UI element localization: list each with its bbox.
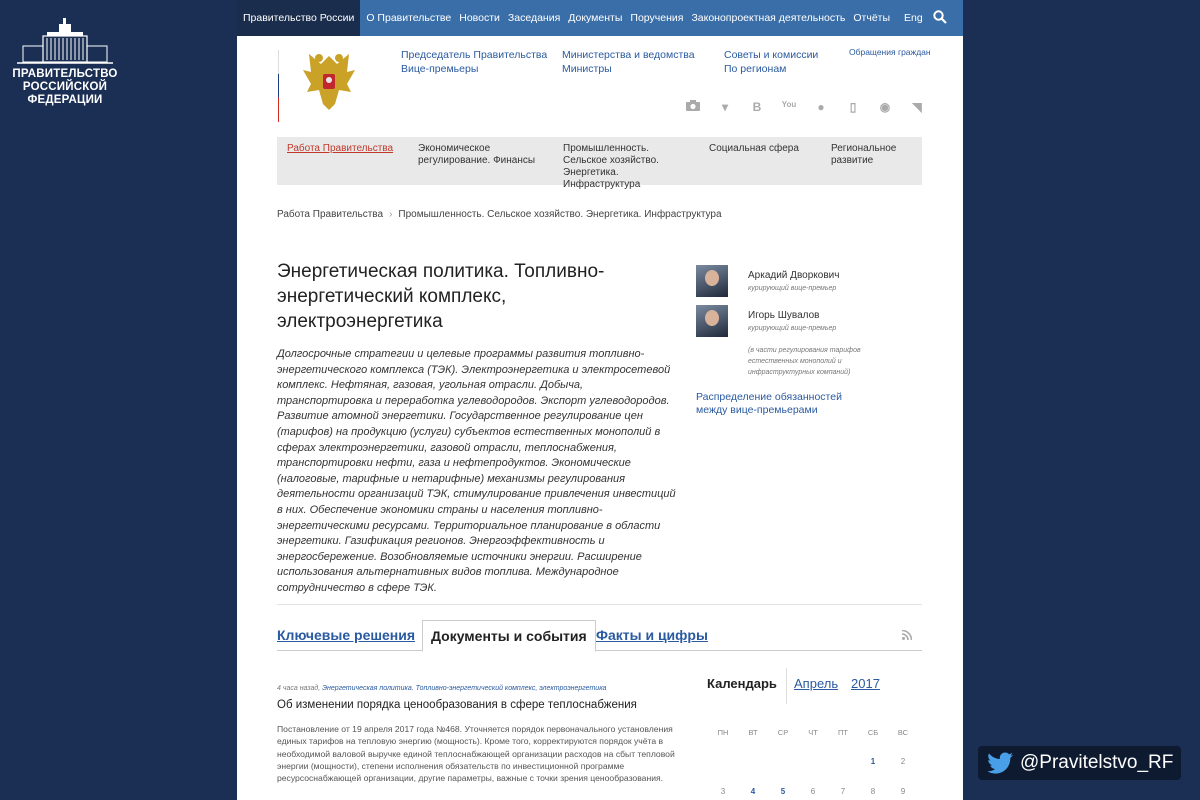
calendar-day[interactable]: 6 xyxy=(810,787,816,796)
distribution-link[interactable]: Распределение обязанностей между вице-премьерами xyxy=(696,391,842,416)
link-councils[interactable]: Советы и комиссии xyxy=(724,49,819,61)
camera-icon[interactable] xyxy=(677,100,709,114)
curator-role: курирующий вице-премьер xyxy=(748,325,837,332)
calendar-day[interactable]: 1 xyxy=(870,757,876,766)
breadcrumb-item-2[interactable]: Промышленность. Сельское хозяйство. Энергетика. Инфраструктура xyxy=(398,209,722,220)
government-building-icon xyxy=(17,16,113,64)
rss-icon[interactable] xyxy=(902,629,912,643)
nav-item-about[interactable]: О Правительстве xyxy=(366,12,452,24)
chevron-right-icon: › xyxy=(389,209,393,220)
calendar-header xyxy=(707,676,777,691)
rss-icon[interactable]: ◥ xyxy=(912,100,922,114)
page-content xyxy=(237,0,963,800)
calendar-day[interactable]: 4 xyxy=(750,787,756,796)
top-navigation xyxy=(237,0,963,36)
community-icon[interactable]: ● xyxy=(817,100,825,114)
calendar-day[interactable]: 7 xyxy=(840,787,846,796)
youtube-icon[interactable]: You xyxy=(781,100,797,109)
weekday-tue: ВТ xyxy=(748,728,758,737)
curator-name: Аркадий Дворкович xyxy=(748,270,840,281)
category-bar xyxy=(277,137,922,190)
vk-icon[interactable]: B xyxy=(752,100,762,114)
weekday-mon: ПН xyxy=(717,728,729,737)
weekday-sat: СБ xyxy=(867,728,879,737)
site-header xyxy=(237,36,963,136)
category-regional[interactable]: Региональное развитие xyxy=(831,143,897,166)
twitter-handle: @Pravitelstvo_RF xyxy=(1020,752,1174,773)
link-regions[interactable]: По регионам xyxy=(724,63,787,75)
coat-of-arms-icon[interactable] xyxy=(301,48,357,123)
brand-line-3: ФЕДЕРАЦИИ xyxy=(27,94,103,106)
brand-line-2: РОССИЙСКОЙ xyxy=(22,81,108,93)
tab-facts-figures[interactable]: Факты и цифры xyxy=(596,627,708,643)
nav-item-government[interactable]: Правительство России xyxy=(237,0,360,36)
tab-key-decisions[interactable]: Ключевые решения xyxy=(277,627,416,643)
calendar-separator xyxy=(786,668,787,704)
weekday-thu: ЧТ xyxy=(808,728,818,737)
calendar-day[interactable]: 9 xyxy=(900,787,906,796)
category-industry[interactable]: Промышленность. Сельское хозяйство. Энергетика. Инфраструктура xyxy=(563,143,659,190)
calendar-label: Календарь xyxy=(707,676,777,691)
calendar-day[interactable]: 2 xyxy=(900,757,906,766)
twitter-badge[interactable] xyxy=(978,746,1181,780)
weekday-sun: ВС xyxy=(897,728,909,737)
nav-item-legislation[interactable]: Законопроектная деятельность xyxy=(691,12,846,24)
link-ministries[interactable]: Министерства и ведомства xyxy=(562,49,695,61)
link-citizen-appeals[interactable]: Обращения граждан xyxy=(849,47,931,57)
link-deputy-premiers[interactable]: Вице-премьеры xyxy=(401,63,479,75)
news-meta xyxy=(277,685,606,692)
flag-stripe xyxy=(278,50,279,122)
calendar-month-wrap xyxy=(794,676,838,691)
nav-item-news[interactable]: Новости xyxy=(459,12,500,24)
curator-name: Игорь Шувалов xyxy=(748,310,820,321)
curator-role: курирующий вице-премьер xyxy=(748,285,837,292)
calendar-year-wrap xyxy=(851,676,880,691)
category-economy[interactable]: Экономическое регулирование. Финансы xyxy=(418,143,536,166)
news-time: 4 часа назад, xyxy=(277,685,321,692)
content-tabs xyxy=(277,620,922,651)
avatar xyxy=(696,305,728,337)
news-body: Постановление от 19 апреля 2017 года №468. Уточняется порядок первоначального установления единых тарифов на тепловую энергию (мощность). Кроме того, корректируются порядок учёта в необходимой валовой выручке единой теплоснабжающей организации расходов на сбыт тепловой энергии (мощности), степени исполнения обязательств по инвестиционной программе ресурсоснабжающей организации, другие параметры, важные с точки зрения ценообразования. xyxy=(277,724,675,784)
twitter-bird-icon xyxy=(988,752,1014,774)
breadcrumb-item-1[interactable]: Работа Правительства xyxy=(277,209,384,220)
divider xyxy=(277,604,922,605)
calendar-day[interactable]: 8 xyxy=(870,787,876,796)
curator-note: (в части регулирования тарифов естественных монополий и инфраструктурных компаний) xyxy=(748,347,861,376)
nav-item-instructions[interactable]: Поручения xyxy=(630,12,684,24)
brand-line-1: ПРАВИТЕЛЬСТВО xyxy=(12,68,118,80)
nav-item-reports[interactable]: Отчёты xyxy=(853,12,891,24)
breadcrumb xyxy=(277,209,722,220)
news-tag-link[interactable]: Энергетическая политика. Топливно-энергетический комплекс, электроэнергетика xyxy=(322,685,607,692)
nav-item-english[interactable]: Eng xyxy=(904,12,923,24)
page-description: Долгосрочные стратегии и целевые программы развития топливно-энергетического комплекса (ТЭК). Электроэнергетика и электросетевой комплекс. Нефтяная, газовая, угольная отрасли. Добыча, транспортировка и переработка углеводородов. Экспорт углеводородов. Развитие атомной энергетики. Государственное регулирование цен (тарифов) на продукцию (услуги) субъектов естественных монополий в сферах электроэнергетики, газовой отрасли, теплоснабжения, транспортировки нефти, газа и нефтепродуктов. Экономические (налоговые, тарифные и нетарифные) механизмы регулирования деятельности организаций ТЭК, стимулирование привлечения инвестиций в них. Обеспечение экономики страны и населения топливно-энергетическими ресурсами. Территориальное планирование в области энергетики. Газификация регионов. Энергоэффективность и энергосбережение. Возобновляемые источники энергии. Расширение использования альтернативных видов топлива. Международное сотрудничество в сфере ТЭК. xyxy=(277,348,676,594)
calendar-day[interactable]: 5 xyxy=(780,787,786,796)
calendar-day[interactable]: 3 xyxy=(720,787,726,796)
category-social[interactable]: Социальная сфера xyxy=(709,143,799,154)
brand-logo[interactable] xyxy=(0,0,130,107)
link-ministers[interactable]: Министры xyxy=(562,63,612,75)
search-icon[interactable] xyxy=(933,10,947,27)
avatar xyxy=(696,265,728,297)
nav-item-meetings[interactable]: Заседания xyxy=(507,12,561,24)
news-title[interactable]: Об изменении порядка ценообразования в сфере теплоснабжения xyxy=(277,699,637,711)
weekday-fri: ПТ xyxy=(838,728,848,737)
mobile-icon[interactable]: ▯ xyxy=(849,100,857,114)
social-icons xyxy=(677,100,933,114)
link-chairman[interactable]: Председатель Правительства xyxy=(401,49,548,61)
nav-item-documents[interactable]: Документы xyxy=(568,12,623,24)
category-government-work[interactable]: Работа Правительства xyxy=(287,143,394,154)
tab-documents-events[interactable]: Документы и события xyxy=(422,620,596,652)
eye-icon[interactable]: ◉ xyxy=(879,100,891,114)
twitter-icon[interactable]: ▾ xyxy=(721,100,729,114)
page-title: Энергетическая политика. Топливно-энергетический комплекс, электроэнергетика xyxy=(277,261,605,332)
weekday-wed: СР xyxy=(777,728,789,737)
calendar-year[interactable]: 2017 xyxy=(851,676,880,691)
calendar-month[interactable]: Апрель xyxy=(794,676,839,691)
